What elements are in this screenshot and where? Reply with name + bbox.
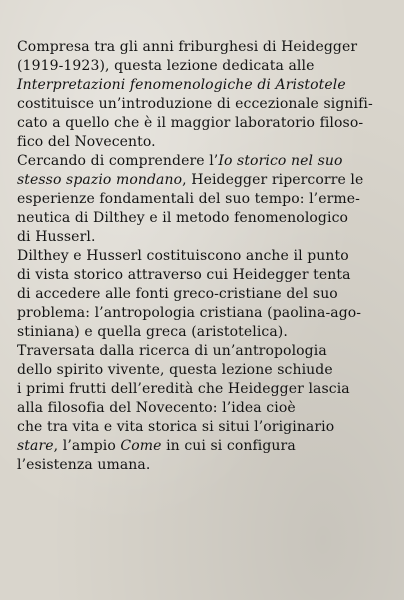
text-line [17, 152, 401, 171]
text-run: esperienze fondamentali del suo tempo: l’erme- [17, 191, 360, 207]
text-run: i primi frutti dell’eredità che Heidegger lascia [17, 381, 350, 397]
text-run: Dilthey e Husserl costituiscono anche il punto [17, 248, 349, 264]
text-line [17, 399, 401, 418]
text-line [17, 247, 401, 266]
text-line [17, 95, 401, 114]
text-run: , l’ampio [53, 438, 121, 454]
blurb-paragraph [17, 152, 401, 247]
text-run: di vista storico attraverso cui Heidegger tenta [17, 267, 351, 283]
text-run: alla filosofia del Novecento: l’idea cioè [17, 400, 296, 416]
text-run: in cui si configura [161, 438, 296, 454]
text-run: di accedere alle fonti greco-cristiane del suo [17, 286, 338, 302]
text-line [17, 133, 401, 152]
text-line [17, 323, 401, 342]
italic-title-run: Interpretazioni fenomenologiche di Aristotele [17, 77, 346, 93]
italic-title-run: stesso spazio mondano [17, 172, 183, 188]
text-line [17, 171, 401, 190]
text-line [17, 76, 401, 95]
text-line [17, 361, 401, 380]
italic-title-run: Come [120, 438, 162, 454]
italic-title-run: Io storico nel suo [218, 153, 343, 169]
text-line [17, 380, 401, 399]
text-line [17, 190, 401, 209]
text-line [17, 304, 401, 323]
blurb-paragraph [17, 38, 401, 152]
italic-title-run: stare [17, 438, 54, 454]
text-run: neutica di Dilthey e il metodo fenomenologico [17, 210, 349, 226]
blurb-paragraph [17, 342, 401, 475]
text-run: dello spirito vivente, questa lezione schiude [17, 362, 333, 378]
text-line [17, 456, 401, 475]
text-run: fico del Novecento. [17, 134, 156, 150]
text-line [17, 57, 401, 76]
text-line [17, 437, 401, 456]
text-run: problema: l’antropologia cristiana (paolina-ago- [17, 305, 362, 321]
text-run: (1919-1923), questa lezione dedicata alle [17, 58, 315, 74]
text-run: , Heidegger ripercorre le [182, 172, 364, 188]
text-run: di Husserl. [17, 229, 96, 245]
text-line [17, 342, 401, 361]
text-line [17, 38, 401, 57]
blurb-text [17, 38, 401, 475]
text-run: costituisce un’introduzione di eccezionale signifi- [17, 96, 373, 112]
text-run: che tra vita e vita storica si situi l’originario [17, 419, 335, 435]
text-line [17, 285, 401, 304]
text-line [17, 228, 401, 247]
text-run: Cercando di comprendere l’ [17, 153, 219, 169]
text-run: l’esistenza umana. [17, 457, 151, 473]
text-line [17, 418, 401, 437]
text-run: stiniana) e quella greca (aristotelica). [17, 324, 288, 340]
text-run: cato a quello che è il maggior laboratorio filoso- [17, 115, 364, 131]
text-line [17, 114, 401, 133]
text-run: Traversata dalla ricerca di un’antropologia [17, 343, 327, 359]
text-line [17, 209, 401, 228]
text-run: Compresa tra gli anni friburghesi di Heidegger [17, 39, 358, 55]
text-line [17, 266, 401, 285]
blurb-paragraph [17, 247, 401, 342]
